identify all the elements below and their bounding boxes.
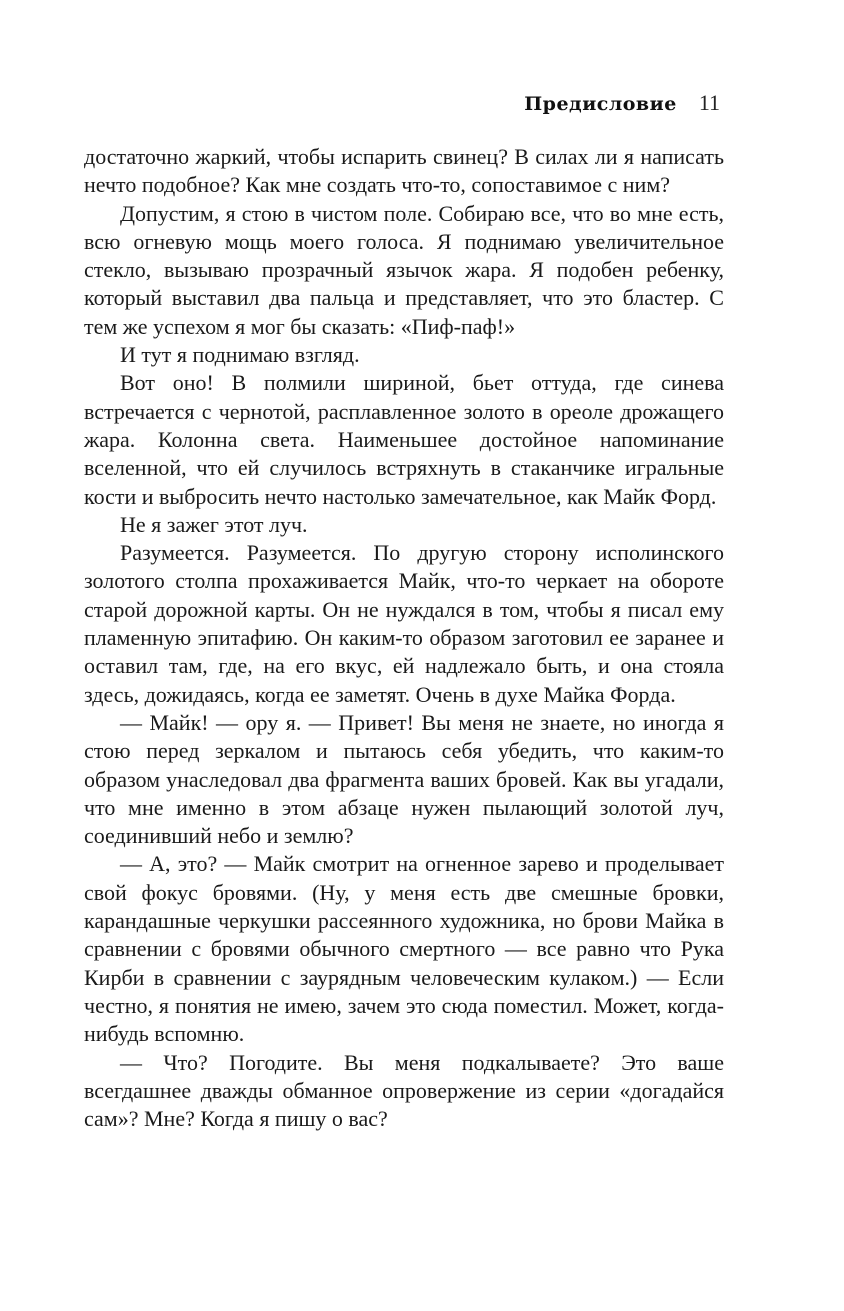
paragraph: — Что? Погодите. Вы меня подкалываете? Это ваше всегдашнее дважды обманное опровержение из серии «догадайся сам»? Мне? Когда я пишу о вас? — [84, 1049, 724, 1132]
section-title: Предисловие — [524, 93, 677, 115]
body-text — [84, 143, 724, 1133]
paragraph: — А, это? — Майк смотрит на огненное зарево и проделывает свой фокус бровями. (Ну, у меня есть две смешные бровки, карандашные черкушки рассеянного художника, но брови Майка в сравнении с бровями обычного смертного — все равно что Рука Кирби в сравнении с заурядным человеческим кулаком.) — Если честно, я понятия не имею, зачем это сюда поместил. Может, когда-нибудь вспомню. — [84, 851, 724, 1047]
paragraph: Разумеется. Разумеется. По другую сторону исполинского золотого столпа прохаживается Майк, что-то черкает на обороте старой дорожной карты. Он не нуждался в том, чтобы я писал ему пламенную эпитафию. Он каким-то образом заготовил ее заранее и оставил там, где, на его вкус, ей надлежало быть, и она стояла здесь, дожидаясь, когда ее заметят. Очень в духе Майка Форда. — [84, 540, 724, 707]
paragraph: Вот оно! В полмили шириной, бьет оттуда, где синева встречается с чернотой, расплавленное золото в ореоле дрожащего жара. Колонна света. Наименьшее достойное напоминание вселенной, что ей случилось встряхнуть в стаканчике игральные кости и выбросить нечто настолько замечательное, как Майк Форд. — [84, 370, 724, 509]
running-head — [524, 90, 720, 122]
paragraph: Допустим, я стою в чистом поле. Собираю все, что во мне есть, всю огневую мощь моего голоса. Я поднимаю увеличительное стекло, вызываю прозрачный язычок жара. Я подобен ребенку, который выставил два пальца и представляет, что это бластер. С тем же успехом я мог бы сказать: «Пиф-паф!» — [84, 200, 724, 339]
paragraph: — Майк! — ору я. — Привет! Вы меня не знаете, но иногда я стою перед зеркалом и пытаюсь себя убедить, что каким-то образом унаследовал два фрагмента ваших бровей. Как вы угадали, что мне именно в этом абзаце нужен пылающий золотой луч, соединивший небо и землю? — [84, 709, 724, 849]
paragraph: достаточно жаркий, чтобы испарить свинец? В силах ли я написать нечто подобное? Как мне создать что-то, сопоставимое с ним? — [84, 144, 724, 198]
paragraph: И тут я поднимаю взгляд. — [120, 342, 360, 368]
page-number: 11 — [698, 90, 720, 115]
paragraph: Не я зажег этот луч. — [120, 511, 308, 537]
